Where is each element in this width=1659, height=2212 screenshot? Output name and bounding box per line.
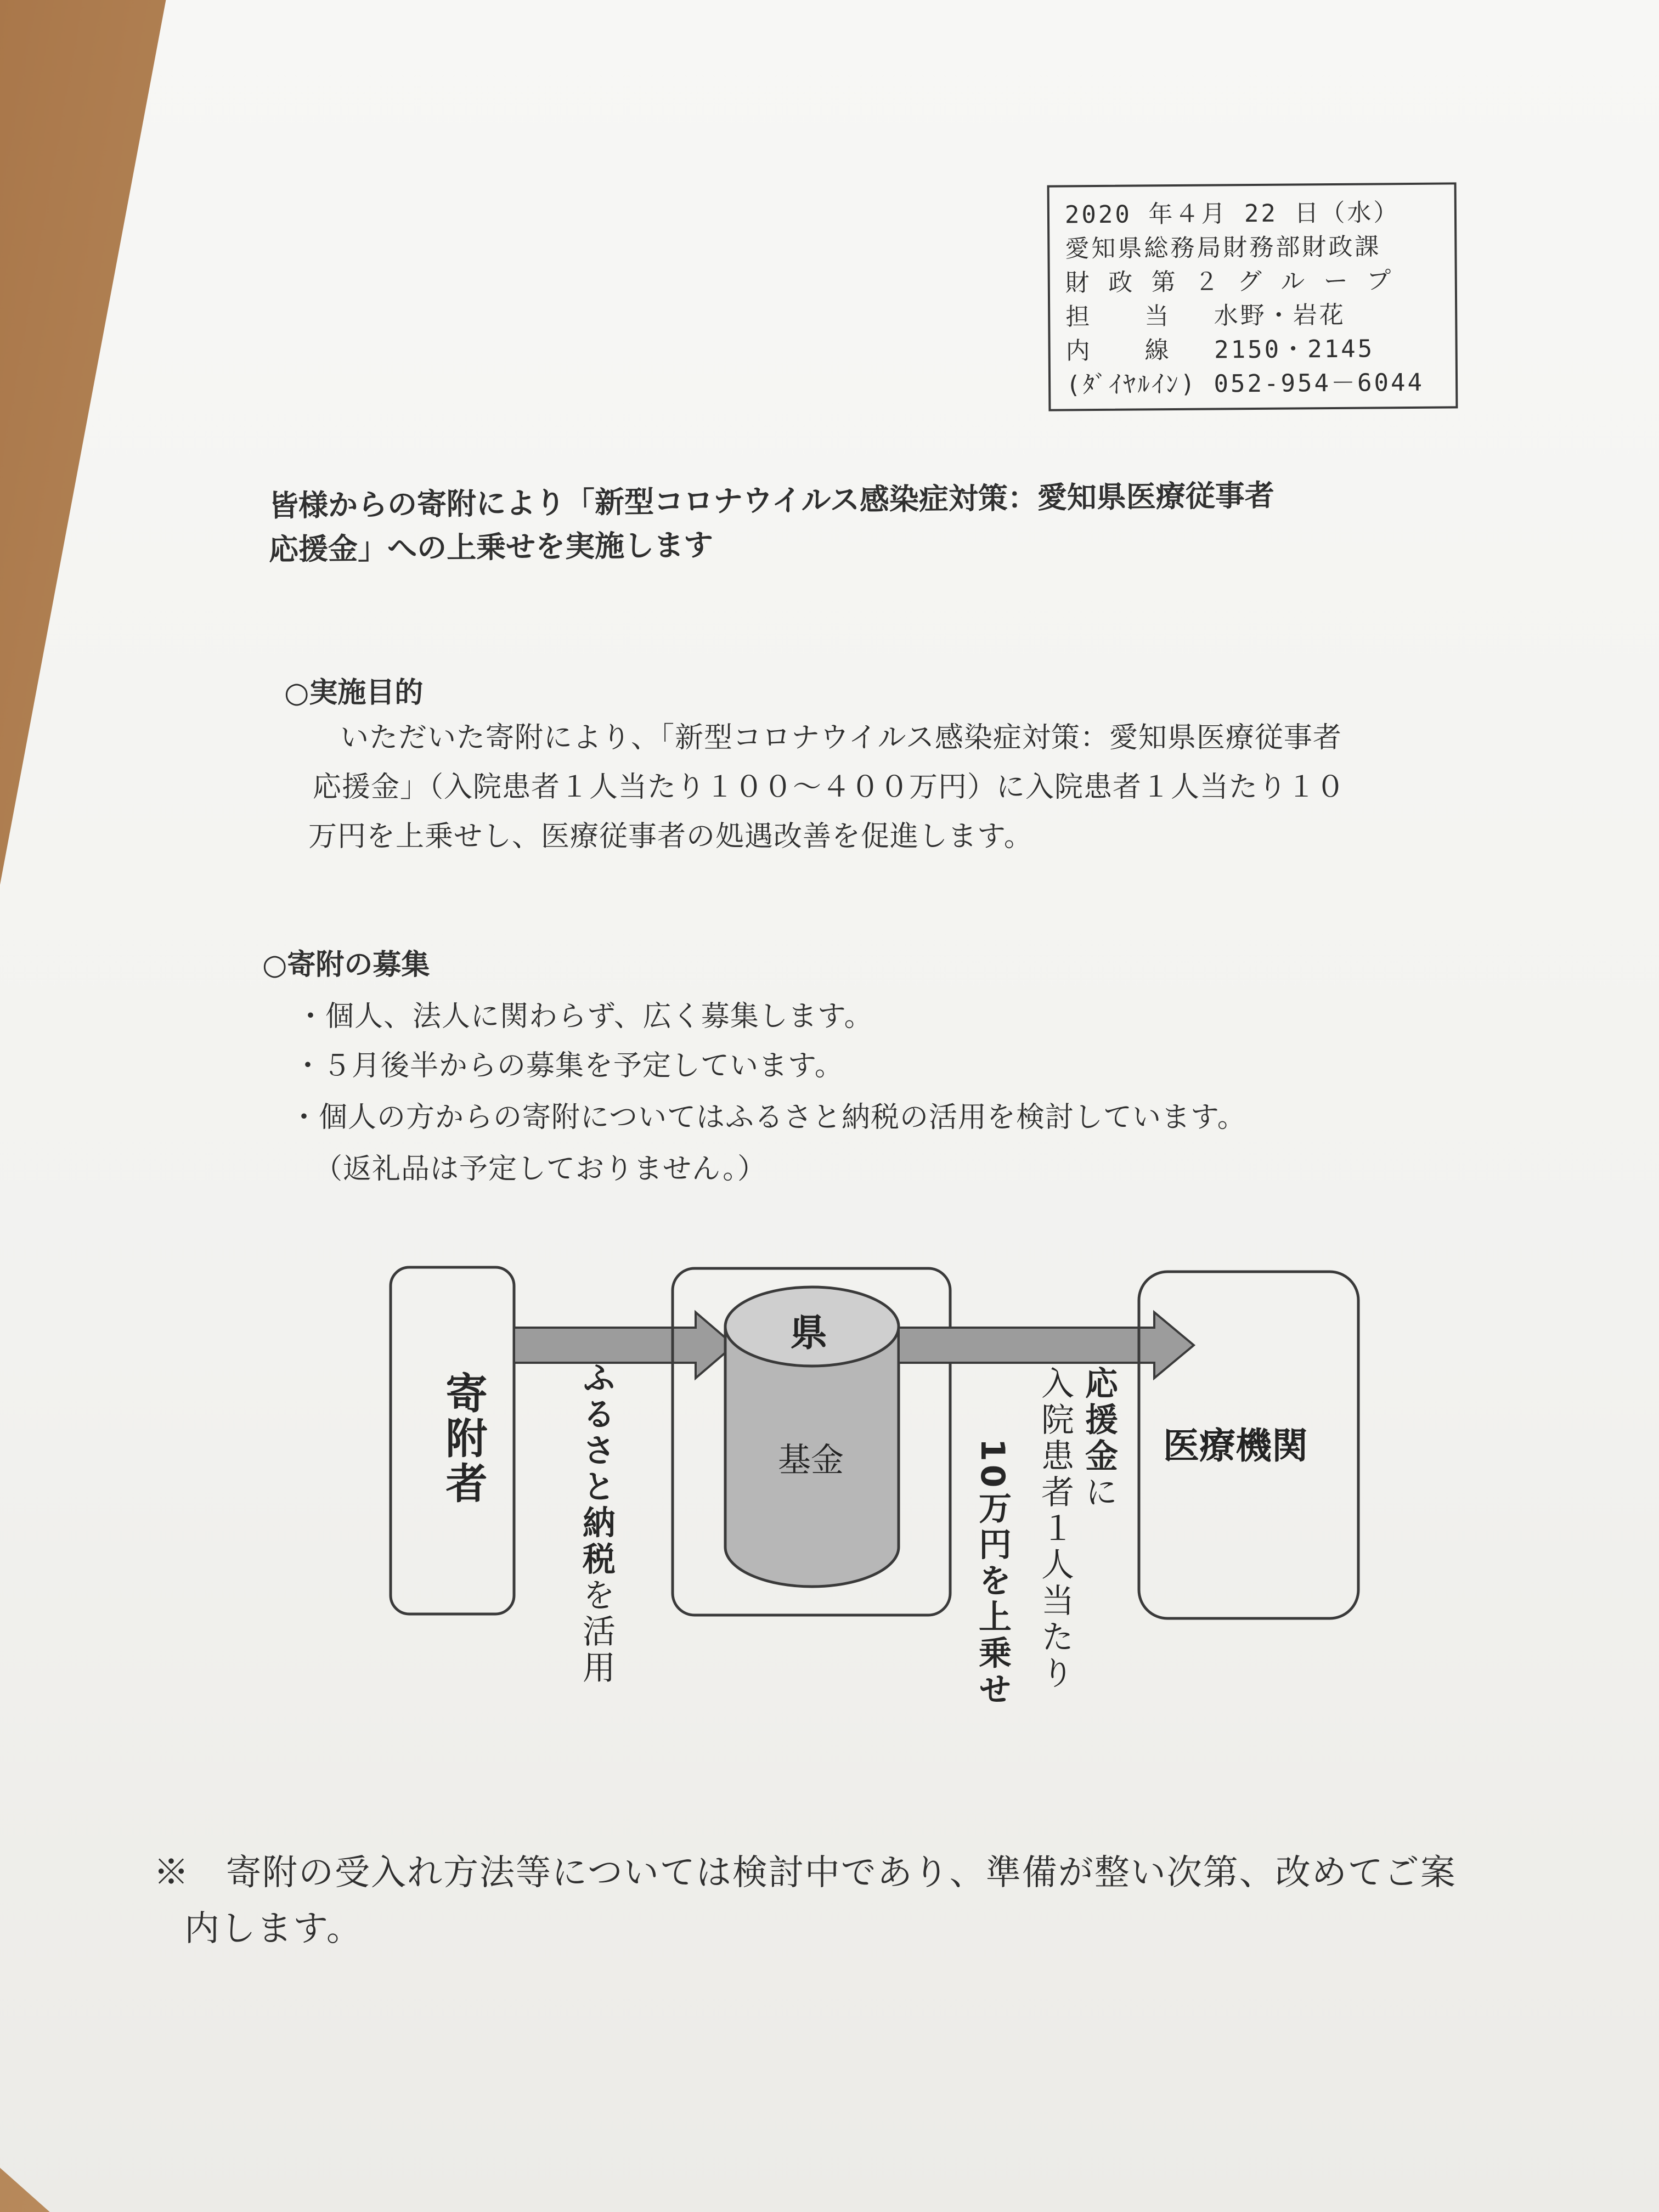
footnote-line-2: 内します。: [184, 1909, 363, 1949]
purpose-line-3: 万円を上乗せし、医療従事者の処遇改善を促進します。: [308, 820, 1033, 853]
support-payment-label: [1075, 1366, 1122, 1511]
furusato-tax-rest: を活用: [577, 1578, 616, 1686]
recruitment-heading: ○寄附の募集: [262, 949, 430, 981]
fund-label: 基金: [778, 1441, 844, 1480]
recruitment-item-3: ・個人の方からの寄附についてはふるさと納税の活用を検討しています。: [290, 1101, 1246, 1134]
arrow-donor-to-prefecture: [514, 1312, 734, 1378]
furusato-tax-label: [573, 1361, 620, 1686]
purpose-line-2: 応援金」（入院患者１人当たり１００～４００万円）に入院患者１人当たり１０: [313, 771, 1346, 804]
purpose-heading: ○実施目的: [284, 676, 424, 709]
donor-label: 寄附者: [439, 1372, 488, 1506]
furusato-tax-bold: ふるさと納税: [577, 1361, 616, 1578]
document-title-line-1: 皆様からの寄附により「新型コロナウイルス感染症対策：愛知県医療従事者: [268, 478, 1275, 523]
document-title-line-2: 応援金」への上乗せを実施します: [268, 527, 714, 567]
medical-institution-label: 医療機関: [1163, 1425, 1308, 1467]
contact-extension: 内 線 2150・2145: [1065, 335, 1375, 365]
contact-date: 2020 年４月 22 日（水）: [1064, 199, 1400, 229]
prefecture-label: 県: [790, 1312, 828, 1355]
recruitment-item-2: ・５月後半からの募集を予定しています。: [294, 1049, 844, 1082]
support-payment-bold: 応援金: [1080, 1366, 1118, 1475]
contact-dial-in: (ﾀﾞｲﾔﾙｲﾝ) 052-954－6044: [1065, 368, 1425, 399]
contact-department: 愛知県総務局財務部財政課: [1065, 233, 1381, 263]
added-amount-label: 10万円を上乗せ: [973, 1438, 1012, 1708]
recruitment-item-1: ・個人、法人に関わらず、広く募集します。: [296, 1000, 873, 1033]
recruitment-sub-note: （返礼品は予定しておりません。）: [314, 1153, 767, 1186]
per-patient-label: 入院患者１人当たり: [1036, 1366, 1074, 1692]
contact-group: 財 政 第 ２ グ ル ー プ: [1065, 267, 1393, 297]
purpose-line-1: いただいた寄附により、「新型コロナウイルス感染症対策：愛知県医療従事者: [340, 721, 1342, 754]
contact-person: 担 当 水野・岩花: [1065, 301, 1346, 331]
footnote-line-1: ※ 寄附の受入れ方法等については検討中であり、準備が整い次第、改めてご案: [154, 1853, 1457, 1893]
support-payment-rest: に: [1080, 1475, 1118, 1511]
